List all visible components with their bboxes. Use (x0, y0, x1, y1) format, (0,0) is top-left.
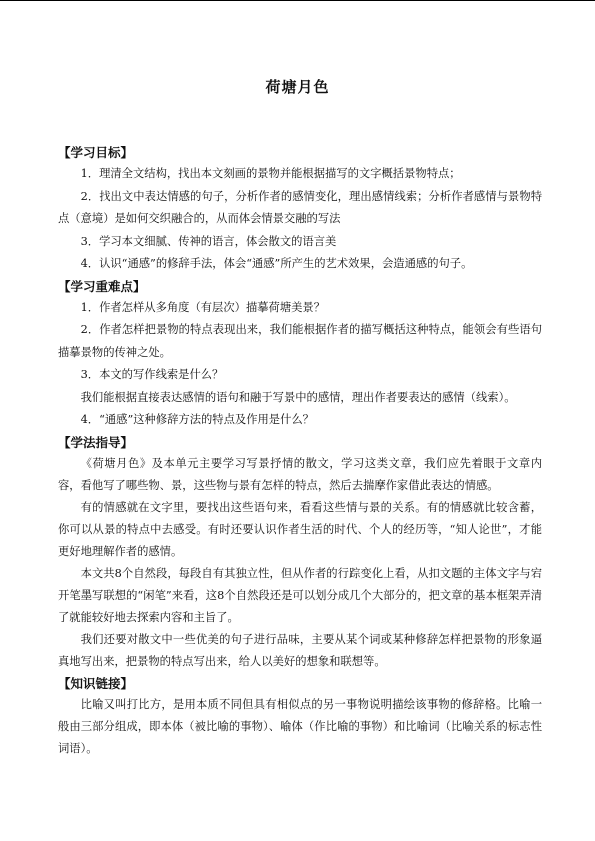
paragraph: 4．“通感”这种修辞方法的特点及作用是什么？ (80, 413, 314, 426)
paragraph: 1．作者怎样从多角度（有层次）描摹荷塘美景？ (80, 300, 326, 314)
paragraph: 《荷塘月色》及本单元主要学习写景抒情的散文，学习这类文章，我们应先着眼于文章内容，看他写了哪些物、景，这些物与景有怎样的特点，然后去揣摩作家借此表达的情感。 (58, 456, 542, 492)
paragraph: 我们能根据直接表达感情的语句和融于写景中的感情，理出作者要表达的感情（线索）。 (80, 390, 516, 404)
paragraph: 有的情感就在文字里，要找出这些语句来，看看这些情与景的关系。有的情感就比较含蓄，你可以从景的特点中去感受。有时还要认识作者生活的时代、个人的经历等，“知人论世”，才能更好地理解作者的感情。 (58, 500, 542, 558)
document-body (58, 142, 542, 760)
paragraph: 3．学习本文细腻、传神的语言，体会散文的语言美 (80, 234, 337, 248)
top-rule (0, 0, 595, 1)
section-heading-objectives: 【学习目标】 (58, 145, 134, 160)
section-heading-method-guide: 【学法指导】 (58, 434, 134, 450)
section-heading-key-points: 【学习重难点】 (58, 278, 146, 294)
page-title: 荷塘月色 (265, 78, 330, 96)
paragraph: 我们还要对散文中一些优美的句子进行品味，主要从某个词或某种修辞怎样把景物的形象逼真地写出来，把景物的特点写出来，给人以美好的想象和联想等。 (58, 632, 542, 668)
paragraph: 比喻又叫打比方，是用本质不同但具有相似点的另一事物说明描绘该事物的修辞格。比喻一般由三部分组成，即本体（被比喻的事物）、喻体（作比喻的事物）和比喻词（比喻关系的标志性词语）。 (58, 697, 542, 755)
paragraph: 本文共8个自然段，每段自有其独立性，但从作者的行踪变化上看，从扣文题的主体文字与宕开笔墨写联想的“闲笔”来看，这8个自然段还是可以划分成几个大部分的，把文章的基本框架弄清了就能较好地去探索内容和主旨了。 (58, 566, 542, 624)
paragraph: 1．理清全文结构，找出本文刻画的景物并能根据描写的文字概括景物特点； (80, 167, 461, 180)
paragraph: 2．作者怎样把景物的特点表现出来，我们能根据作者的描写概括这种特点，能领会有些语句描摹景物的传神之处。 (58, 323, 542, 359)
paragraph: 2．找出文中表达情感的句子，分析作者的感情变化，理出感情线索；分析作者感情与景物特点（意境）是如何交织融合的，从而体会情景交融的写法 (58, 189, 542, 225)
section-heading-knowledge-link: 【知识链接】 (58, 675, 134, 691)
paragraph: 4．认识“通感”的修辞手法，体会“通感”所产生的艺术效果，会造通感的句子。 (80, 257, 473, 270)
paragraph: 3．本文的写作线索是什么？ (80, 368, 224, 381)
